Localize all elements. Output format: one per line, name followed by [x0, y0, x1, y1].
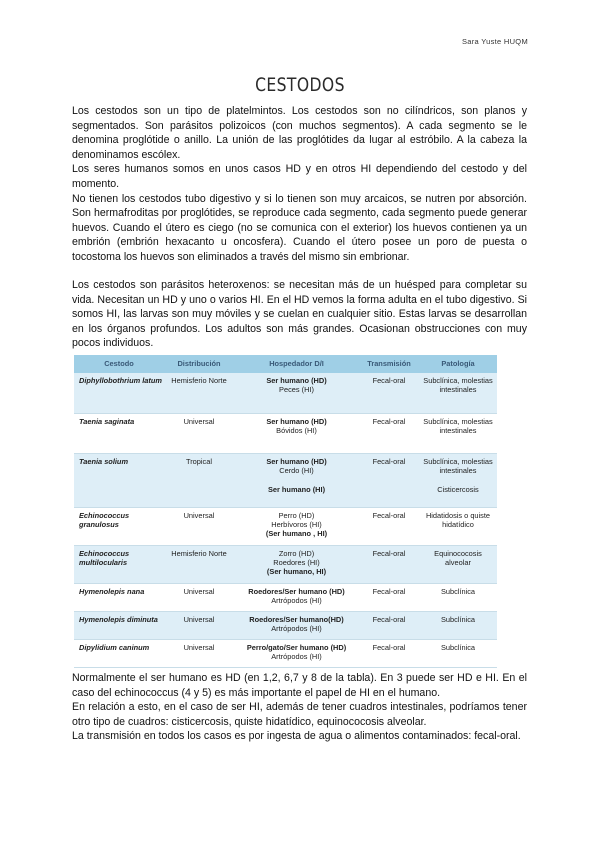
table-row: [74, 507, 497, 545]
host-primary: Perro/gato/Ser humano (HD): [246, 642, 347, 652]
cell-hospedador: [234, 507, 359, 545]
host-primary: Perro (HD): [278, 510, 315, 520]
cell-distribucion: Hemisferio Norte: [164, 373, 234, 413]
cell-distribucion: Universal: [164, 639, 234, 667]
cell-patologia: Subclínica: [419, 611, 497, 639]
host-secondary: Artrópodos (HI): [271, 651, 322, 661]
table-row: [74, 583, 497, 611]
cell-distribucion: Universal: [164, 611, 234, 639]
author-header: Sara Yuste HUQM: [461, 37, 528, 46]
table-row: [74, 453, 497, 507]
cell-transmision: Fecal-oral: [359, 373, 419, 413]
host-primary: Roedores/Ser humano(HD): [249, 614, 344, 624]
cell-hospedador: [234, 545, 359, 583]
cell-patologia: Hidatidosis o quiste hidatídico: [419, 507, 497, 545]
header-hospedador: Hospedador D/I: [234, 355, 359, 373]
table-row: [74, 545, 497, 583]
header-patologia: Patología: [419, 355, 497, 373]
cell-transmision: Fecal-oral: [359, 639, 419, 667]
heteroxenous-paragraph: Los cestodos son parásitos heteroxenos: se necesitan más de un huésped para completar su vida. Necesitan un HD y uno o varios HI. En el HD vemos la forma adulta en el tubo digestivo. Si somos HI, las larvas son muy móviles y se cuelan en cualquier sitio. Estas larvas se desarrollan en los órganos profundos. Los adultos son más grandes. Ocasionan obstrucciones con muy pocos individuos.: [72, 279, 527, 350]
host-primary: Roedores/Ser humano (HD): [248, 586, 345, 596]
cell-distribucion: Universal: [164, 507, 234, 545]
cell-patologia: Subclínica: [419, 583, 497, 611]
cell-patologia: Subclínica: [419, 639, 497, 667]
closing-section: [72, 671, 527, 744]
host-secondary: Bóvidos (HI): [276, 425, 317, 435]
heteroxenous-section: [72, 278, 527, 351]
host-tertiary: Ser humano (HI): [267, 484, 326, 494]
host-secondary: Herbívoros (HI): [271, 519, 322, 529]
cell-cestodo: Taenia solium: [74, 453, 164, 507]
pathology-secondary: Cisticercosis: [437, 484, 479, 494]
cell-distribucion: Universal: [164, 413, 234, 453]
cell-cestodo: Diphyllobothrium latum: [74, 373, 164, 413]
cell-cestodo: Hymenolepis nana: [74, 583, 164, 611]
header-distribucion: Distribución: [164, 355, 234, 373]
cell-transmision: Fecal-oral: [359, 413, 419, 453]
cell-cestodo: Taenia saginata: [74, 413, 164, 453]
cell-transmision: Fecal-oral: [359, 453, 419, 507]
host-secondary: Peces (HI): [279, 385, 314, 395]
table-row: [74, 373, 497, 413]
intro-paragraph-1: Los cestodos son un tipo de platelmintos. Los cestodos son no cilíndricos, son planos y segmentados. Son parásitos polizoicos (con muchos segmentos). A cada segmento se le denomina proglótide o anillo. La unión de las proglótides da lugar al estróbilo. A la cabeza la denominamos escólex.: [72, 105, 527, 161]
cell-patologia: Subclínica, molestias intestinales: [419, 373, 497, 413]
intro-paragraph-2: Los seres humanos somos en unos casos HD y en otros HI dependiendo del cestodo y del momento.: [72, 163, 527, 190]
host-tertiary: (Ser humano, HI): [266, 567, 327, 577]
host-secondary: Artrópodos (HI): [271, 595, 322, 605]
header-transmision: Transmisión: [359, 355, 419, 373]
cell-cestodo: Echinococcus granulosus: [74, 507, 164, 545]
closing-paragraph-1: Normalmente el ser humano es HD (en 1,2, 6,7 y 8 de la tabla). En 3 puede ser HD e HI. En el caso del echinococcus (4 y 5) es más importante el papel de HI en el humano.: [72, 672, 527, 699]
table-header-row: [74, 355, 497, 373]
host-primary: Ser humano (HD): [266, 376, 327, 385]
cell-cestodo: Hymenolepis diminuta: [74, 611, 164, 639]
cell-patologia: Equinococosis alveolar: [419, 545, 497, 583]
pathology-primary: Subclínica, molestias intestinales: [423, 456, 493, 475]
cell-hospedador: [234, 639, 359, 667]
cell-hospedador: [234, 611, 359, 639]
cell-distribucion: Hemisferio Norte: [164, 545, 234, 583]
cestodes-table: [74, 355, 497, 668]
cell-hospedador: [234, 373, 359, 413]
cell-cestodo: Dipylidium caninum: [74, 639, 164, 667]
cell-patologia: [419, 453, 497, 507]
host-secondary: Cerdo (HI): [279, 465, 314, 475]
host-primary: Ser humano (HD): [266, 416, 327, 426]
cell-hospedador: [234, 413, 359, 453]
closing-paragraph-2: En relación a esto, en el caso de ser HI, además de tener cuadros intestinales, podríamos tener otro tipo de cuadros: cisticercosis, quiste hidatídico, equinococosis alveolar.: [72, 701, 527, 728]
table-row: [74, 611, 497, 639]
cell-cestodo: Echinococcus multilocularis: [74, 545, 164, 583]
host-tertiary: (Ser humano , HI): [265, 529, 328, 539]
cell-transmision: Fecal-oral: [359, 507, 419, 545]
cell-hospedador: [234, 453, 359, 507]
host-secondary: Roedores (HI): [273, 557, 320, 567]
intro-paragraph-3: No tienen los cestodos tubo digestivo y si lo tienen son muy arcaicos, se nutren por absorción. Son hermafroditas por proglótides, se reproduce cada segmento, cada segmento puede generar huevos. Cuando el útero es ciego (no se comunica con el exterior) los huevos contienen ya un embrión (embrión hexacanto u oncosfera). Cuando el útero posee un poro de puesta o tocostoma los huevos son eliminados a través del mismo sin embrionar.: [72, 192, 527, 263]
host-primary: Ser humano (HD): [266, 456, 327, 466]
cell-transmision: Fecal-oral: [359, 545, 419, 583]
header-cestodo: Cestodo: [74, 355, 164, 373]
cell-distribucion: Tropical: [164, 453, 234, 507]
table-row: [74, 413, 497, 453]
document-title: CESTODOS: [255, 74, 345, 96]
cell-patologia: Subclínica, molestias intestinales: [419, 413, 497, 453]
cell-transmision: Fecal-oral: [359, 583, 419, 611]
cell-distribucion: Universal: [164, 583, 234, 611]
intro-section: [72, 104, 527, 265]
cell-hospedador: [234, 583, 359, 611]
host-secondary: Artrópodos (HI): [271, 623, 322, 633]
closing-paragraph-3: La transmisión en todos los casos es por ingesta de agua o alimentos contaminados: fecal-oral.: [72, 730, 521, 743]
cell-transmision: Fecal-oral: [359, 611, 419, 639]
host-primary: Zorro (HD): [278, 548, 315, 558]
table-row: [74, 639, 497, 667]
